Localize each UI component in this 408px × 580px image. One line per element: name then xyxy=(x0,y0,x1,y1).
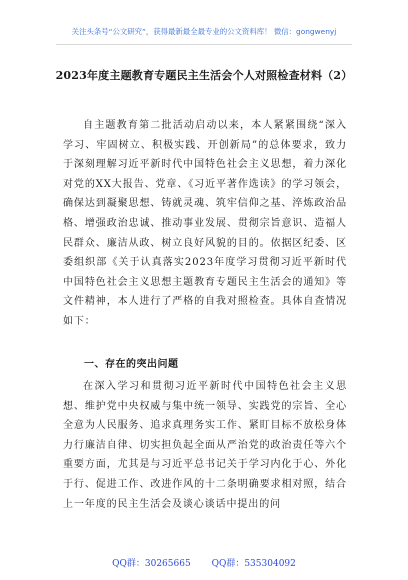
footer xyxy=(0,556,408,569)
header-divider xyxy=(56,44,352,45)
document-title: 2023年度主题教育专题民主生活会个人对照检查材料（2） xyxy=(55,69,353,82)
footer-qq-group-2: QQ群：535304092 xyxy=(211,559,296,569)
section-heading: 一、存在的突出问题 xyxy=(84,359,179,370)
footer-qq-group-1: QQ群：30265665 xyxy=(112,559,191,569)
header-banner: 关注头条号“公文研究”，获得最新最全最专业的公文资料库！ 微信：gongwenyj xyxy=(71,27,337,36)
section-paragraph: 在深入学习和贯彻习近平新时代中国特色社会主义思想、维护党中央权威与集中统一领导、实践党的宗旨、全心全意为人民服务、追求真理务实工作、紧盯目标不放松身体力行廉洁自律、切实担负起全面从严治党的政治责任等六个重要方面，尤其是与习近平总书记关于学习内化于心、外化于行、促进工作、改进作风的十二条明确要求相对照，结合上一年度的民主生活会及谈心谈话中提出的问 xyxy=(63,381,347,510)
intro-paragraph: 自主题教育第二批活动启动以来，本人紧紧围绕“深入学习、牢固树立、积极实践、开创新局”的总体要求，致力于深刻理解习近平新时代中国特色社会主义思想，着力深化对党的XX大报告、党章、《习近平著作选读》的学习领会，确保达到凝聚思想、铸就灵魂、筑牢信仰之基、淬炼政治品格、增强政治忠诚、推动事业发展、贯彻宗旨意识、造福人民群众、廉洁从政、树立良好风貌的目的。依据区纪委、区委组织部《关于认真落实2023年度学习贯彻习近平新时代中国特色社会主义思想主题教育专题民主生活会的通知》等文件精神，本人进行了严格的自我对照检查。具体自查情况如下： xyxy=(63,120,347,327)
